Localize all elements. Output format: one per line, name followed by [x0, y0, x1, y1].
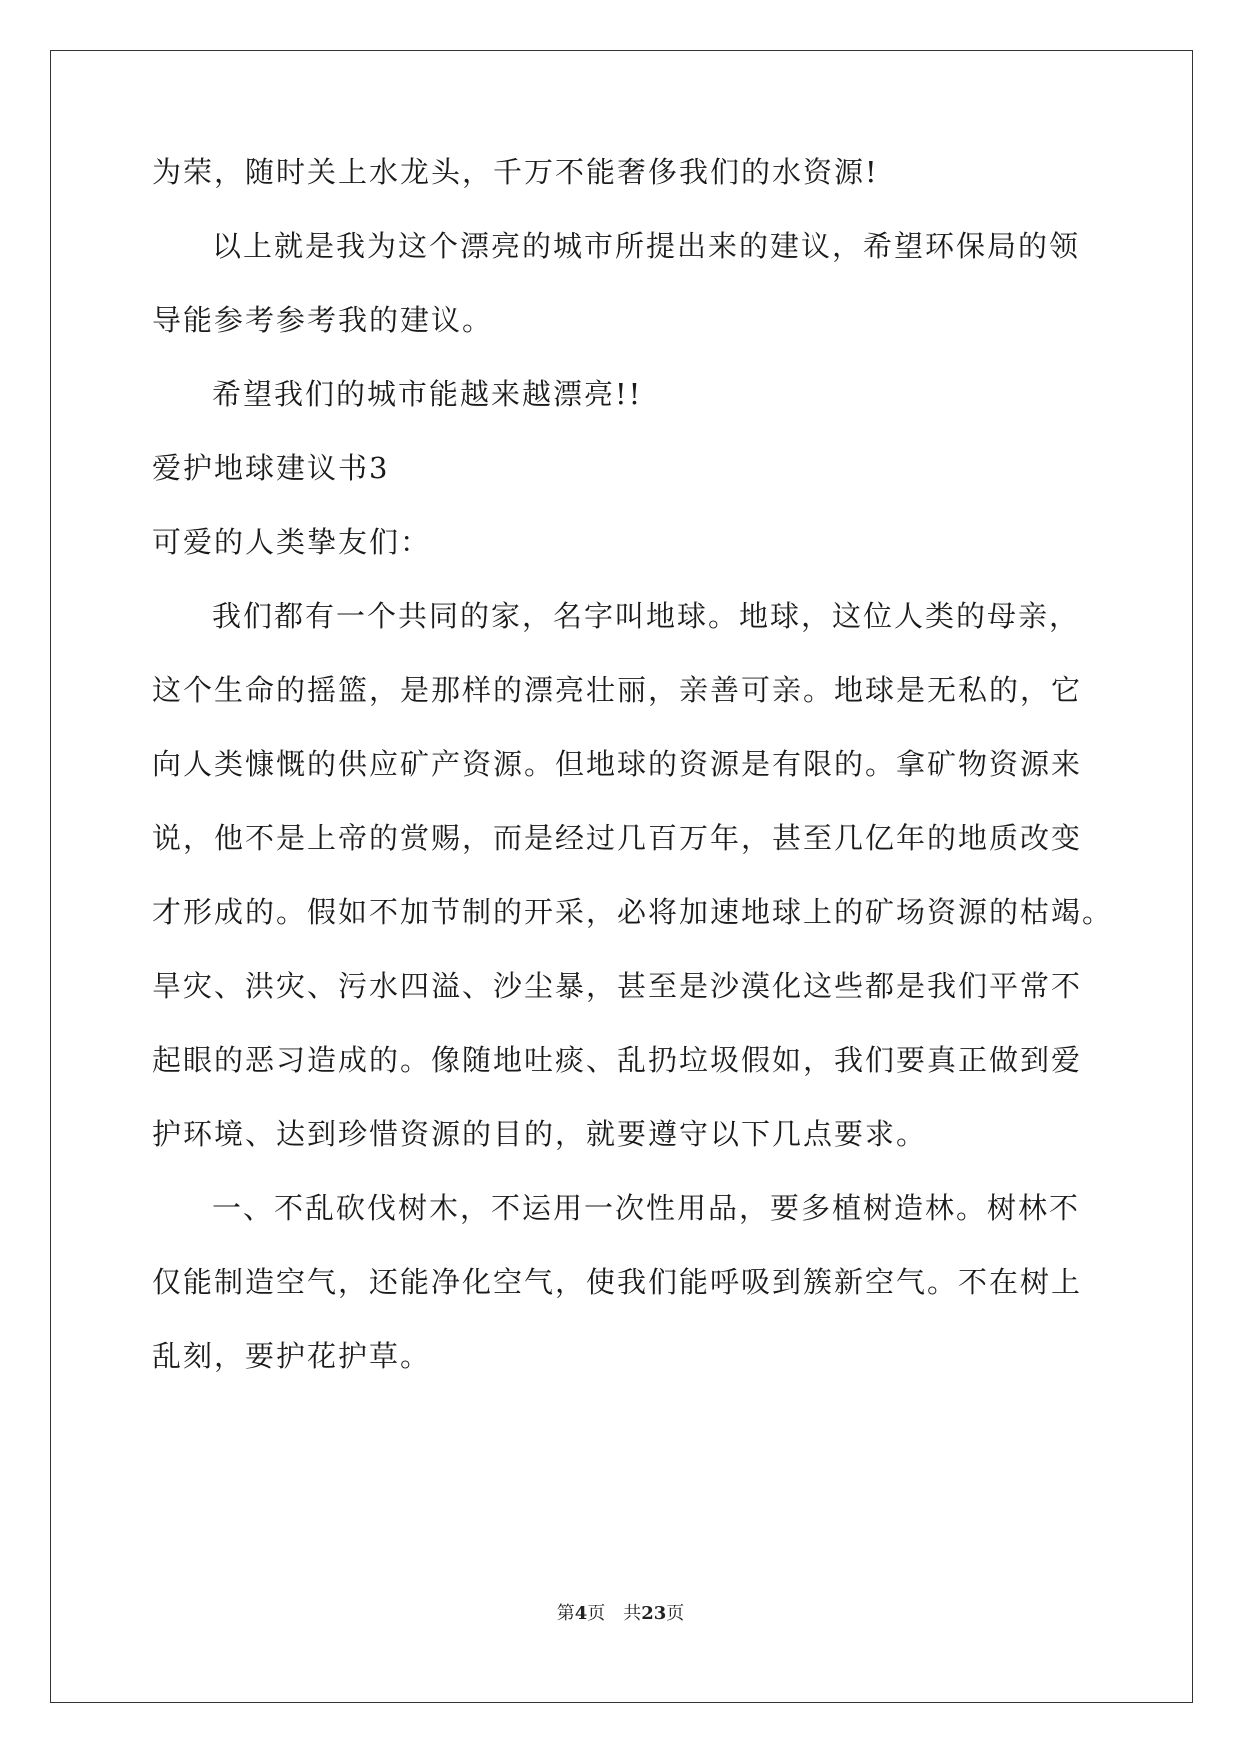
paragraph-line: 仅能制造空气，还能净化空气，使我们能呼吸到簇新空气。不在树上 [152, 1265, 1083, 1299]
total-prefix: 共 [623, 1603, 642, 1624]
section-heading: 爱护地球建议书3 [152, 451, 390, 485]
paragraph-line: 这个生命的摇篮，是那样的漂亮壮丽，亲善可亲。地球是无私的，它 [152, 673, 1083, 707]
paragraph-line: 说，他不是上帝的赏赐，而是经过几百万年，甚至几亿年的地质改变 [152, 821, 1083, 855]
paragraph-line: 旱灾、洪灾、污水四溢、沙尘暴，甚至是沙漠化这些都是我们平常不 [152, 969, 1083, 1003]
page-number: 4 [574, 1603, 588, 1624]
paragraph-line: 以上就是我为这个漂亮的城市所提出来的建议，希望环保局的领 [212, 229, 1081, 263]
paragraph-line: 希望我们的城市能越来越漂亮!! [212, 377, 643, 411]
page-border [50, 50, 1193, 1703]
paragraph-line: 护环境、达到珍惜资源的目的，就要遵守以下几点要求。 [152, 1117, 928, 1151]
total-pages: 23 [641, 1603, 667, 1624]
page-suffix: 页 [587, 1603, 606, 1624]
paragraph-line: 才形成的。假如不加节制的开采，必将加速地球上的矿场资源的枯竭。 [152, 895, 1114, 929]
total-suffix: 页 [666, 1603, 685, 1624]
salutation: 可爱的人类挚友们： [152, 525, 432, 559]
paragraph-line: 我们都有一个共同的家，名字叫地球。地球，这位人类的母亲， [212, 599, 1081, 633]
paragraph-line: 乱刻，要护花护草。 [152, 1339, 432, 1373]
page-footer [0, 1602, 1241, 1626]
paragraph-line: 起眼的恶习造成的。像随地吐痰、乱扔垃圾假如，我们要真正做到爱 [152, 1043, 1083, 1077]
paragraph-line: 导能参考参考我的建议。 [152, 303, 494, 337]
page-prefix: 第 [556, 1603, 575, 1624]
paragraph-line: 为荣，随时关上水龙头，千万不能奢侈我们的水资源! [152, 155, 879, 189]
paragraph-line: 一、不乱砍伐树木，不运用一次性用品，要多植树造林。树林不 [212, 1191, 1081, 1225]
paragraph-line: 向人类慷慨的供应矿产资源。但地球的资源是有限的。拿矿物资源来 [152, 747, 1083, 781]
